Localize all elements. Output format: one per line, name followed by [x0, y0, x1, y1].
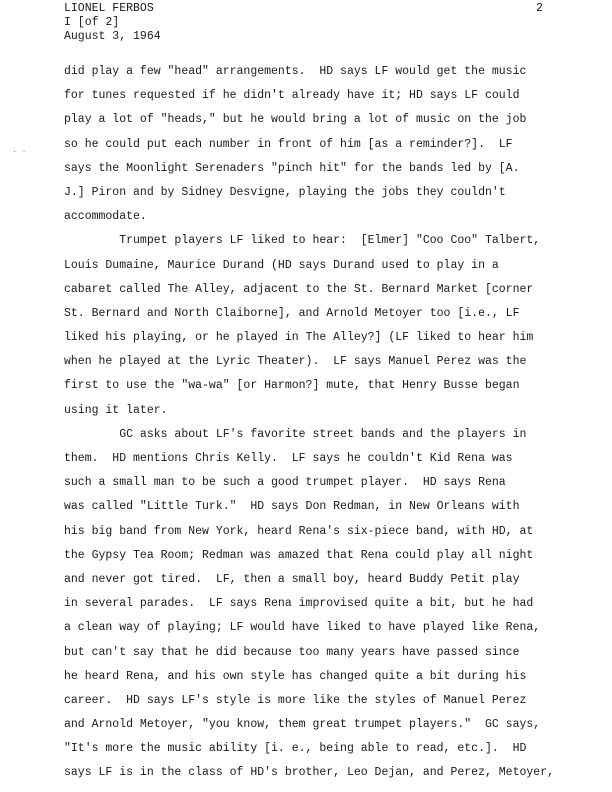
transcript-line: Trumpet players LF liked to hear: [Elmer] "Coo Coo" Talbert, [64, 234, 541, 248]
transcript-line: St. Bernard and North Claiborne], and Arnold Metoyer too [i.e., LF [64, 306, 520, 320]
transcript-line: but can't say that he did because too many years have passed since [64, 645, 520, 659]
transcript-line: his big band from New York, heard Rena's six-piece band, with HD, at [64, 524, 534, 538]
header-reel: I [of 2] [64, 16, 120, 29]
transcript-line: cabaret called The Alley, adjacent to the St. Bernard Market [corner [64, 282, 534, 296]
transcript-line: so he could put each number in front of him [as a reminder?]. LF [64, 137, 513, 151]
header-date: August 3, 1964 [64, 30, 161, 43]
transcript-line: first to use the "wa-wa" [or Harmon?] mute, that Henry Busse began [64, 379, 520, 393]
transcript-line: accommodate. [64, 210, 147, 224]
page-number: 2 [536, 2, 543, 15]
transcript-line: Louis Dumaine, Maurice Durand (HD says Durand used to play in a [64, 258, 499, 272]
transcript-line: he heard Rena, and his own style has changed quite a bit during his [64, 669, 527, 683]
transcript-body [64, 60, 584, 786]
margin-mark: . . [12, 146, 27, 155]
transcript-line: a clean way of playing; LF would have liked to have played like Rena, [64, 621, 541, 635]
transcript-line: and Arnold Metoyer, "you know, them great trumpet players." GC says, [64, 718, 541, 732]
page-header [64, 2, 161, 44]
transcript-line: in several parades. LF says Rena improvised quite a bit, but he had [64, 597, 534, 611]
transcript-line: says the Moonlight Serenaders "pinch hit" for the bands led by [A. [64, 161, 520, 175]
transcript-line: when he played at the Lyric Theater). LF says Manuel Perez was the [64, 355, 527, 369]
transcript-line: did play a few "head" arrangements. HD says LF would get the music [64, 65, 527, 78]
transcript-line: "It's more the music ability [i. e., being able to read, etc.]. HD [64, 742, 527, 756]
transcript-line: for tunes requested if he didn't already have it; HD says LF could [64, 89, 520, 103]
transcript-line: such a small man to be such a good trumpet player. HD says Rena [64, 476, 506, 490]
transcript-line: GC asks about LF's favorite street bands and the players in [64, 427, 527, 441]
transcript-line: them. HD mentions Chris Kelly. LF says he couldn't Kid Rena was [64, 452, 513, 465]
transcript-line: was called "Little Turk." HD says Don Redman, in New Orleans with [64, 500, 520, 514]
transcript-line: career. HD says LF's style is more like the styles of Manuel Perez [64, 693, 527, 707]
transcript-line: says LF is in the class of HD's brother, Leo Dejan, and Perez, Metoyer, [64, 766, 554, 780]
transcript-line: play a lot of "heads," but he would bring a lot of music on the job [64, 113, 527, 127]
transcript-line: and never got tired. LF, then a small boy, heard Buddy Petit play [64, 572, 520, 586]
transcript-line: J.] Piron and by Sidney Desvigne, playing the jobs they couldn't [64, 185, 506, 199]
transcript-line: liked his playing, or he played in The Alley?] (LF liked to hear him [64, 331, 534, 345]
header-interviewee-name: LIONEL FERBOS [64, 2, 154, 15]
transcript-line: using it later. [64, 403, 168, 417]
transcript-line: the Gypsy Tea Room; Redman was amazed that Rena could play all night [64, 548, 534, 562]
